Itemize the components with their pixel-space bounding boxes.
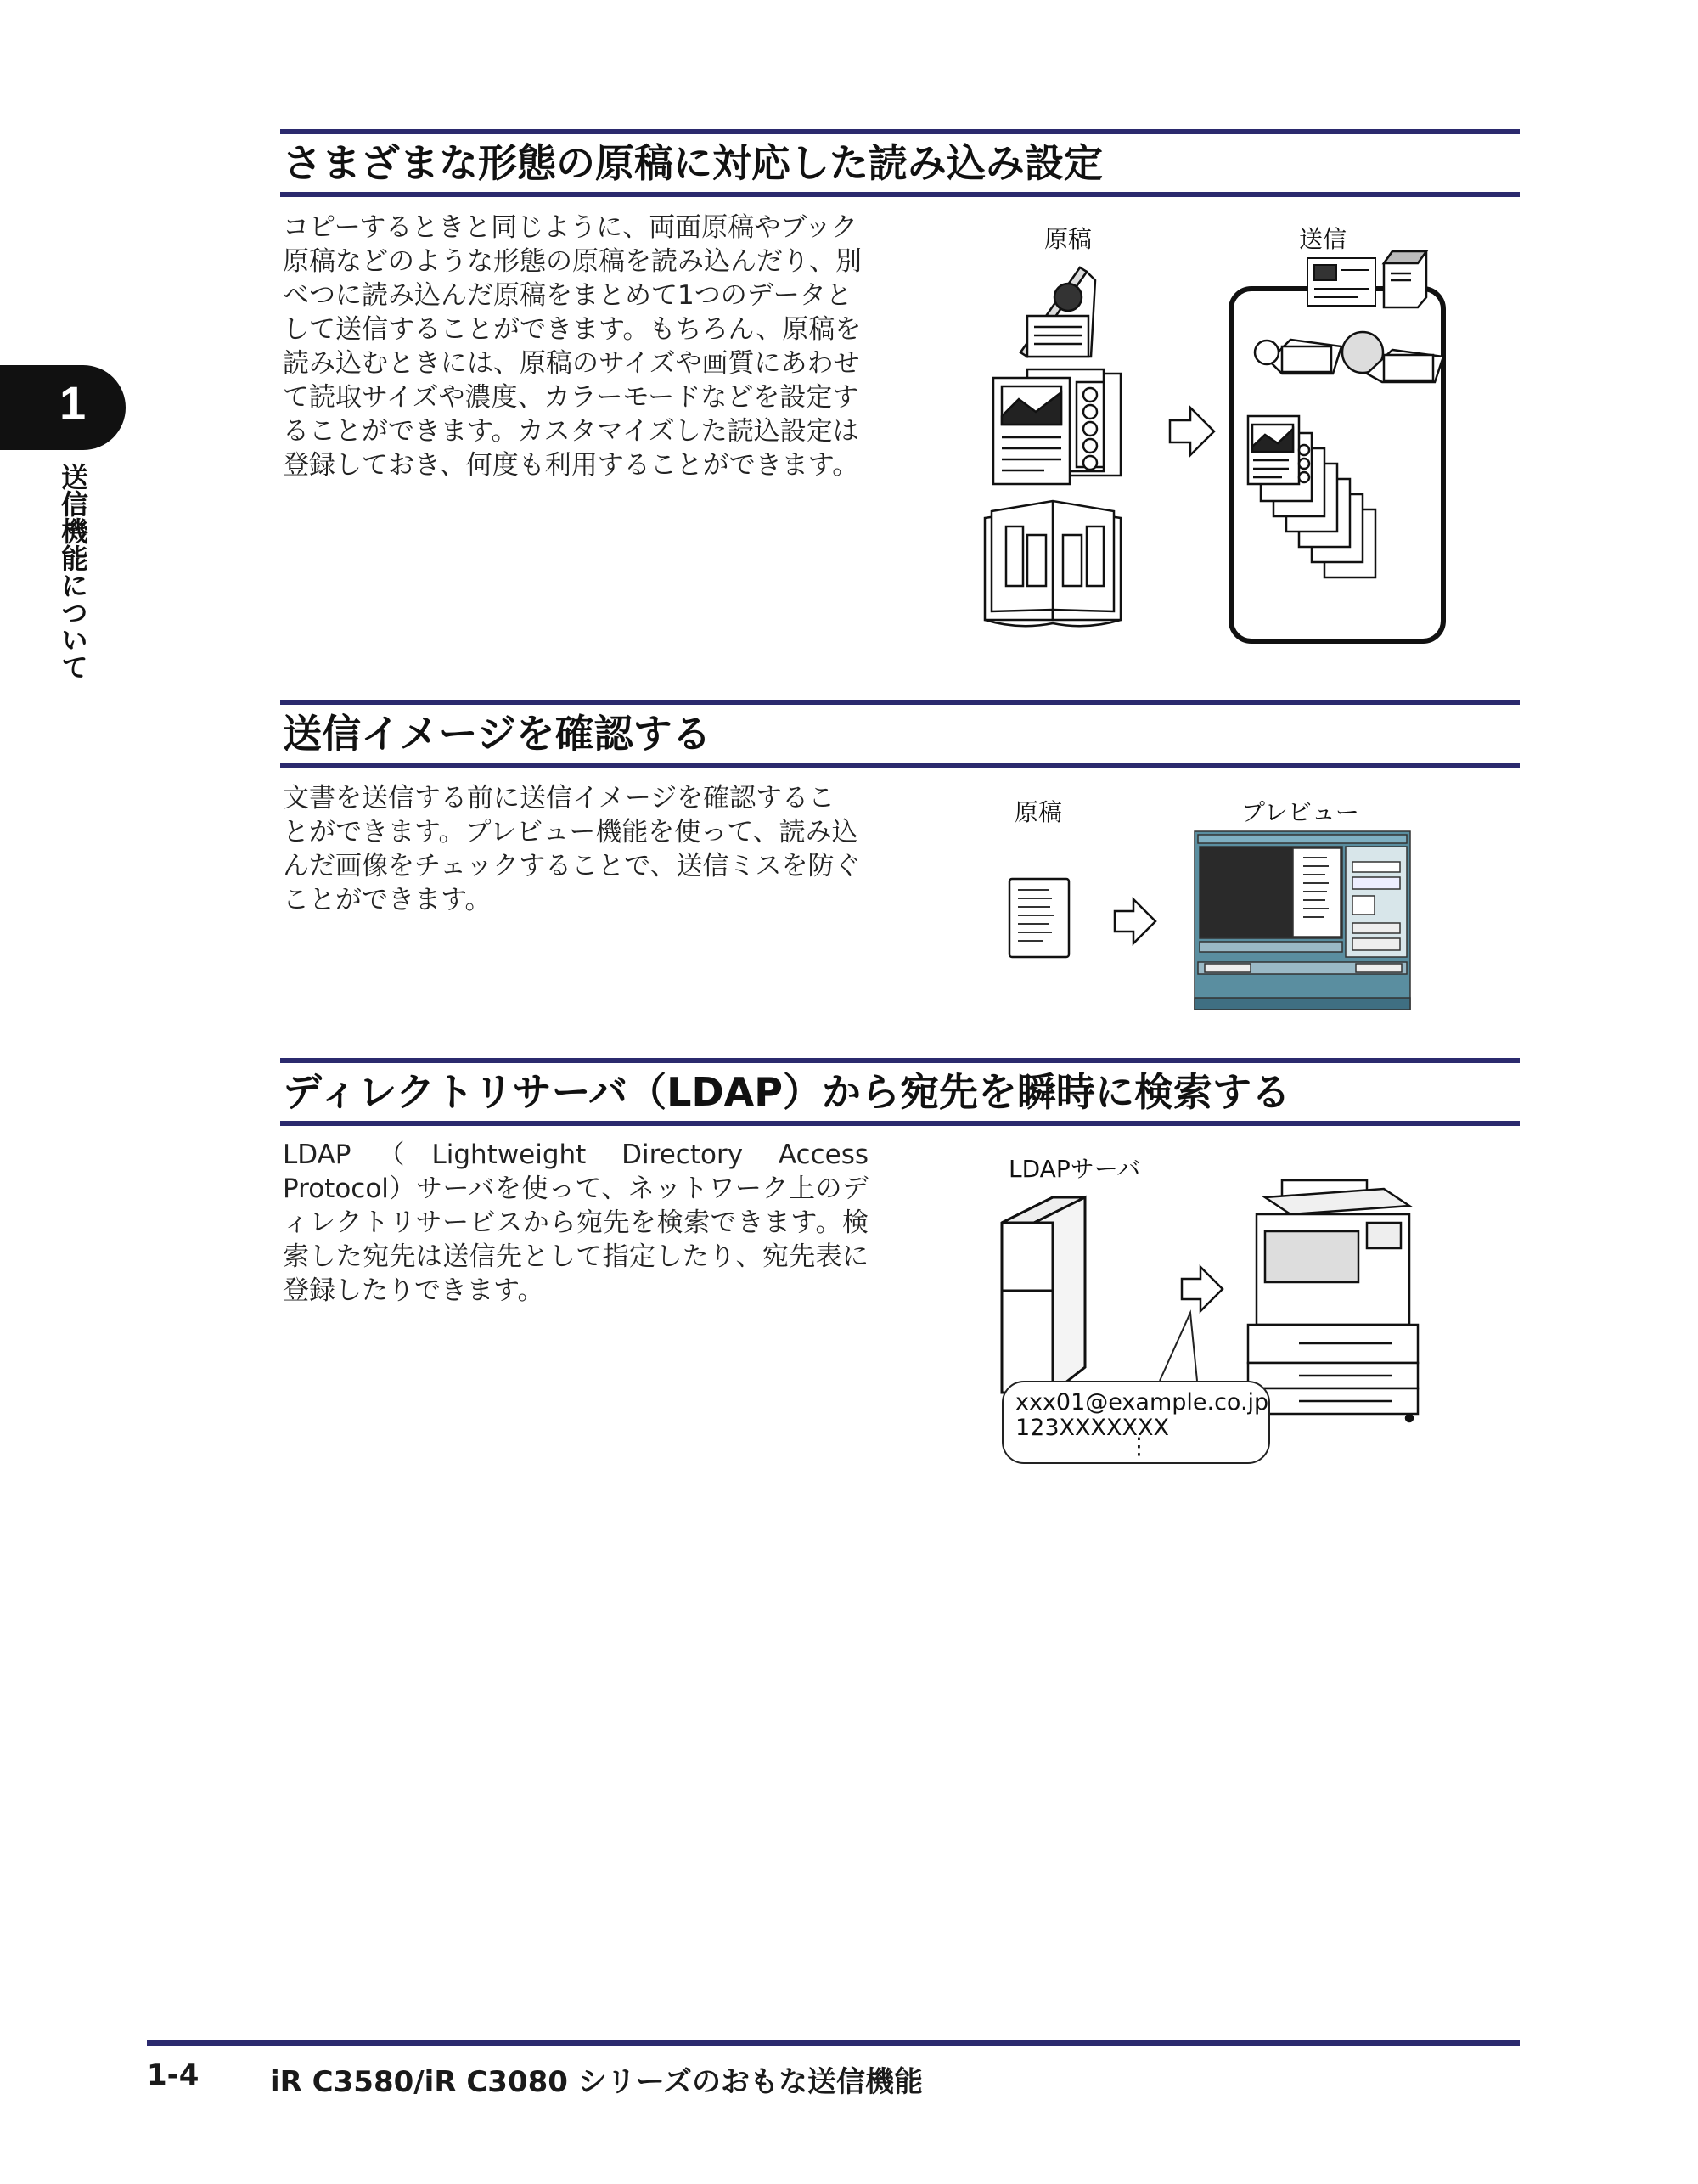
copier-icon — [1248, 1180, 1418, 1421]
section-1-heading: さまざまな形態の原稿に対応した読み込み設定 — [283, 140, 1103, 186]
arrow-right-icon — [1170, 408, 1214, 455]
footer-rule — [147, 2040, 1520, 2046]
section-1-top-rule — [280, 129, 1520, 134]
footer-title: iR C3580/iR C3080 シリーズのおもな送信機能 — [270, 2065, 924, 2099]
figure-3-illustration — [993, 1163, 1435, 1520]
result-ellipsis: ⋮ — [1127, 1433, 1150, 1460]
result-fax-number: 123XXXXXXX — [1015, 1415, 1170, 1441]
email-icon — [1307, 258, 1375, 306]
chapter-title-vertical: 送信機能について — [57, 463, 89, 680]
figure-1-label-original: 原稿 — [1044, 225, 1093, 253]
chapter-number: 1 — [59, 376, 87, 430]
section-3-bottom-rule — [280, 1121, 1520, 1126]
page-number: 1-4 — [147, 2058, 200, 2092]
figure-1-label-send: 送信 — [1299, 225, 1347, 253]
preview-screen — [1195, 831, 1410, 1010]
section-1-body: コピーするときと同じように、両面原稿やブック 原稿などのような形態の原稿を読み込んだり、別 べつに読み込んだ原稿をまとめて1つのデータと して送信することができます。もちろん、原稿を 読み込むときには、原稿のサイズや画質にあわせ て読取サイズや濃度、カラーモードなどを設定す ることができます。カスタマイズした読込設定は 登録しておき、何度も利用することができます。 — [283, 212, 862, 481]
file-server-icon — [1384, 251, 1426, 307]
result-email: xxx01@example.co.jp — [1015, 1389, 1269, 1416]
section-2-bottom-rule — [280, 763, 1520, 768]
figure-2-illustration — [1006, 828, 1414, 1015]
section-2-body: 文書を送信する前に送信イメージを確認するこ とができます。プレビュー機能を使って、読み込 んだ画像をチェックすることで、送信ミスを防ぐ ことができます。 — [283, 783, 861, 915]
section-3-top-rule — [280, 1058, 1520, 1063]
duplex-original-icon — [1020, 267, 1095, 357]
ldap-server-icon — [1002, 1197, 1085, 1393]
figure-2-label-original: 原稿 — [1015, 798, 1063, 826]
stacked-originals-icon — [993, 369, 1121, 484]
book-original-icon — [985, 501, 1121, 626]
section-2-top-rule — [280, 700, 1520, 705]
section-1-bottom-rule — [280, 192, 1520, 197]
figure-3-label-ldap-server: LDAPサーバ — [1009, 1155, 1141, 1183]
arrow-right-icon — [1115, 899, 1155, 943]
chapter-tab — [0, 365, 126, 450]
figure-1-illustration — [968, 246, 1579, 645]
arrow-right-icon — [1182, 1267, 1223, 1311]
figure-2-label-preview: プレビュー — [1241, 798, 1359, 826]
ldap-result-callout — [1002, 1381, 1270, 1464]
section-2-heading: 送信イメージを確認する — [283, 711, 711, 757]
section-3-heading: ディレクトリサーバ（LDAP）から宛先を瞬時に検索する — [283, 1069, 1290, 1115]
section-3-body: LDAP（Lightweight Directory Access Protocol）サーバを使って、ネットワーク上のディレクトリサービスから宛先を検索できます。検索した宛先は送信先として指定したり、宛先表に登録したりできます。 — [283, 1140, 869, 1306]
original-sheet-icon — [1009, 879, 1069, 957]
